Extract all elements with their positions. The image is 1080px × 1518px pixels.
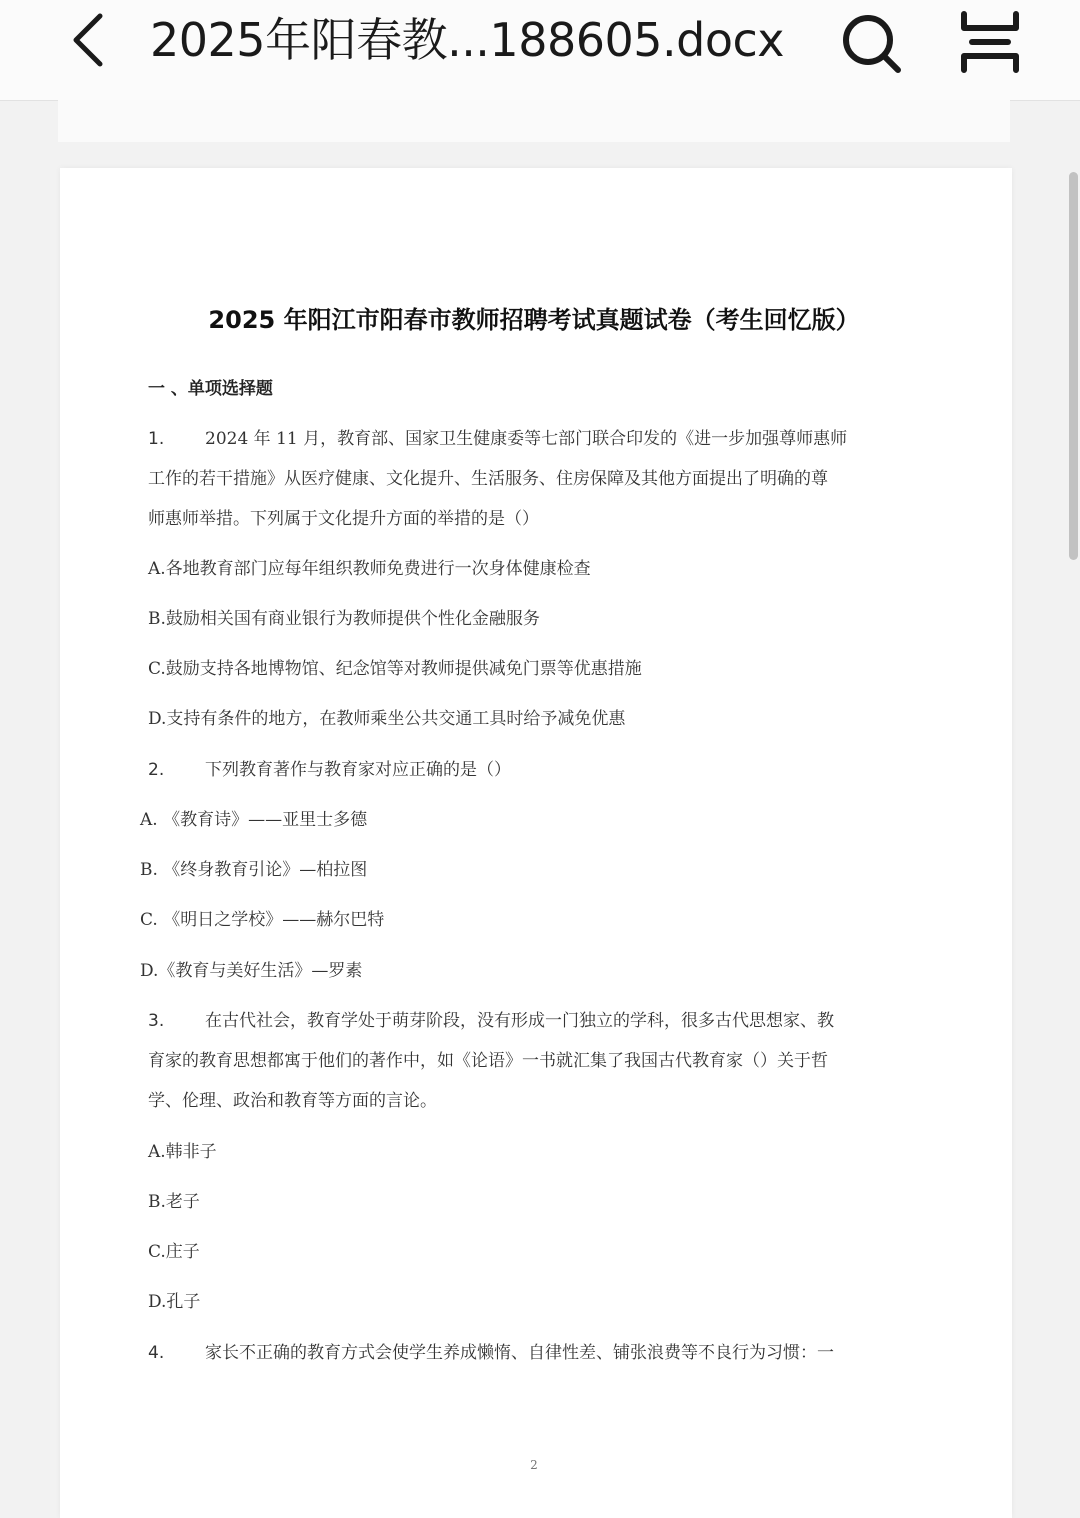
document-title: 2025年阳春教...188605.docx (150, 13, 785, 67)
question-2-line-1 (148, 755, 511, 780)
q2-option-b: B. 《终身教育引论》—柏拉图 (140, 860, 368, 880)
top-bar (0, 0, 1080, 101)
question-number: 4. (148, 1343, 165, 1363)
q3-option-a: A.韩非子 (148, 1142, 217, 1162)
reading-mode-button[interactable] (958, 10, 1022, 74)
question-3-line-1 (148, 1006, 834, 1031)
question-number: 3. (148, 1011, 165, 1031)
section-heading: 一 、单项选择题 (148, 379, 273, 399)
question-1-line-3: 师惠师举措。下列属于文化提升方面的举措的是（） (148, 509, 539, 529)
question-number: 1. (148, 429, 165, 449)
page-number: 2 (530, 1458, 538, 1472)
q1-option-d: D.支持有条件的地方，在教师乘坐公共交通工具时给予减免优惠 (148, 709, 626, 729)
chevron-left-icon (60, 10, 120, 70)
q3-option-b: B.老子 (148, 1192, 200, 1212)
question-1-line-1 (148, 424, 847, 449)
q1-option-b: B.鼓励相关国有商业银行为教师提供个性化金融服务 (148, 609, 540, 629)
search-icon (838, 10, 902, 74)
question-number: 2. (148, 760, 165, 780)
q1-option-c: C.鼓励支持各地博物馆、纪念馆等对教师提供减免门票等优惠措施 (148, 659, 642, 679)
reading-mode-icon (958, 10, 1022, 74)
q3-option-c: C.庄子 (148, 1242, 200, 1262)
question-text: 在古代社会，教育学处于萌芽阶段，没有形成一门独立的学科，很多古代思想家、教 (205, 1011, 834, 1031)
question-3-line-3: 学、伦理、政治和教育等方面的言论。 (148, 1091, 437, 1111)
question-text: 家长不正确的教育方式会使学生养成懒惰、自律性差、铺张浪费等不良行为习惯：一 (205, 1343, 834, 1363)
q3-option-d: D.孔子 (148, 1292, 201, 1312)
question-1-line-2: 工作的若干措施》从医疗健康、文化提升、生活服务、住房保障及其他方面提出了明确的尊 (148, 469, 828, 489)
previous-page-edge (58, 100, 1010, 142)
document-page[interactable] (60, 168, 1012, 1518)
question-text: 2024 年 11 月，教育部、国家卫生健康委等七部门联合印发的《进一步加强尊师惠师 (205, 429, 848, 449)
search-button[interactable] (838, 10, 902, 74)
q1-option-a: A.各地教育部门应每年组织教师免费进行一次身体健康检查 (148, 559, 591, 579)
scrollbar-thumb[interactable] (1069, 172, 1078, 560)
question-4-line-1 (148, 1338, 834, 1363)
q2-option-a: A. 《教育诗》——亚里士多德 (140, 810, 368, 830)
question-3-line-2: 育家的教育思想都寓于他们的著作中，如《论语》一书就汇集了我国古代教育家（）关于哲 (148, 1051, 828, 1071)
exam-title: 2025 年阳江市阳春市教师招聘考试真题试卷（考生回忆版） (208, 306, 860, 334)
back-button[interactable] (60, 10, 120, 70)
q2-option-c: C. 《明日之学校》——赫尔巴特 (140, 910, 385, 930)
q2-option-d: D.《教育与美好生活》—罗素 (140, 961, 363, 981)
question-text: 下列教育著作与教育家对应正确的是（） (205, 760, 511, 780)
